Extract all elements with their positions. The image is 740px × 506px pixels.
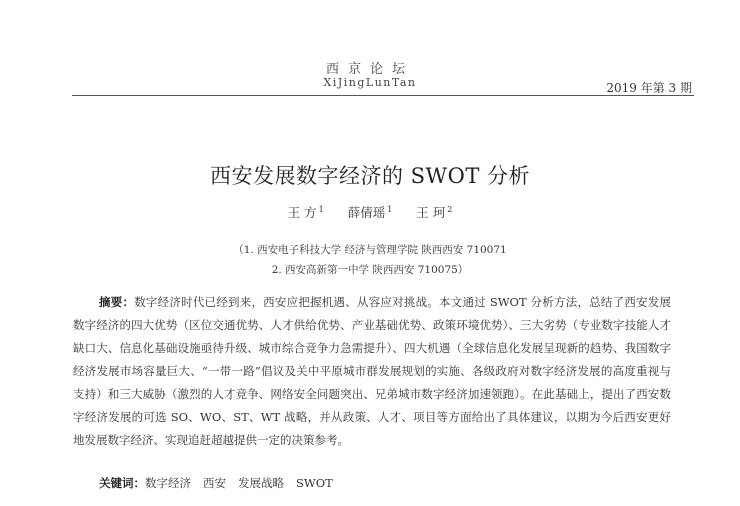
- keywords-label: 关键词：: [99, 476, 145, 490]
- keyword: SWOT: [296, 476, 333, 490]
- header-rule: [72, 95, 694, 96]
- journal-pinyin: XiJingLunTan: [323, 76, 417, 89]
- issue-label: 2019 年第 3 期: [606, 81, 692, 95]
- abstract-text: 数字经济时代已经到来，西安应把握机遇、从容应对挑战。本文通过 SWOT 分析方法，总结了西安发展数字经济的四大优势（区位交通优势、人才供给优势、产业基础优势、政策环境优势）、三大劣势（专业数字技能人才缺口大、信息化基础设施亟待升级、城市综合竞争力急需提升）、四大机遇（全球信息化发展呈现新的趋势、我国数字经济发展市场容量巨大、“一带一路”倡议及关中平原城市群发展规划的实施、各级政府对数字经济发展的高度重视与支持）和三大威胁（激烈的人才竞争、网络安全问题突出、兄弟城市数字经济加速领跑）。在此基础上，提出了西安数字经济发展的可选 SO、WO、ST、WT 战略，并从政策、人才、项目等方面给出了具体建议，以期为今后西安更好地发展数字经济、实现追赶超越提供一定的决策参考。: [73, 295, 672, 447]
- keyword: 数字经济: [145, 476, 191, 490]
- author-list: [0, 203, 740, 221]
- affiliation-1: （1. 西安电子科技大学 经济与管理学院 陕西西安 710071: [233, 244, 507, 256]
- keyword: 发展战略: [238, 476, 284, 490]
- author-name: 王 珂: [416, 205, 446, 220]
- author-name: 薛倩瑶: [347, 205, 386, 220]
- article-title: 西安发展数字经济的 SWOT 分析: [209, 164, 531, 188]
- keywords: [99, 475, 345, 491]
- journal-name: 西京论坛: [325, 62, 414, 77]
- affiliation-2: 2. 西安高新第一中学 陕西西安 710075）: [271, 264, 469, 276]
- author-affiliation-mark: 1: [387, 204, 393, 214]
- keyword: 西安: [203, 476, 226, 490]
- abstract: [73, 291, 671, 452]
- author-affiliation-mark: 2: [447, 204, 453, 214]
- author-affiliation-mark: 1: [318, 204, 324, 214]
- author: [416, 205, 452, 220]
- author: [288, 205, 324, 220]
- author: [348, 205, 393, 220]
- abstract-label: 摘要：: [99, 295, 135, 309]
- author-name: 王 方: [287, 205, 317, 220]
